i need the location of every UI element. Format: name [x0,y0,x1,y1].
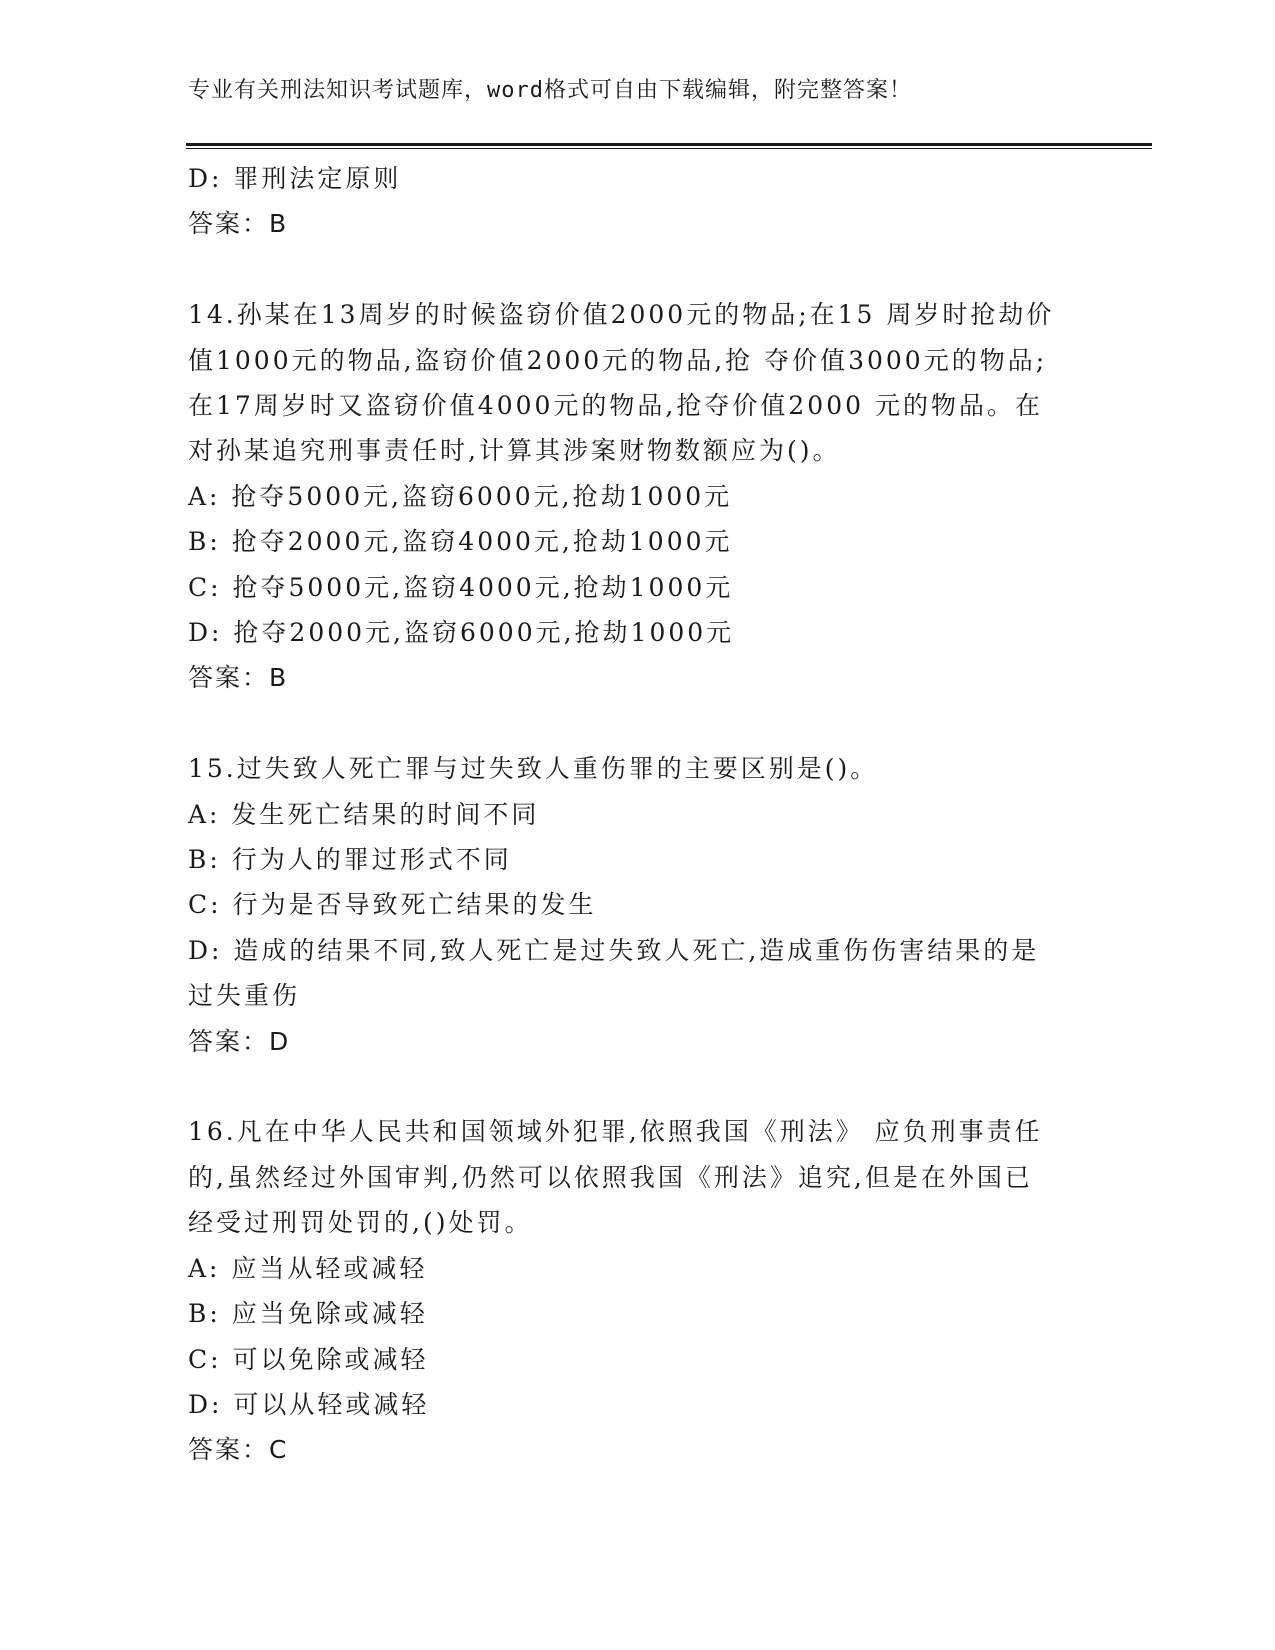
spacer [188,247,1088,292]
question-stem-line: 14.孙某在13周岁的时候盗窃价值2000元的物品;在15 周岁时抢劫价 [188,300,1055,330]
question-15 [188,746,1088,1064]
question-stem-line: 经受过刑罚处罚的,()处罚。 [188,1208,533,1238]
option-c: C: 可以免除或减轻 [188,1344,429,1374]
question-stem-line: 的,虽然经过外国审判,仍然可以依照我国《刑法》追究,但是在外国已 [188,1162,1033,1192]
option-d: D: 抢夺2000元,盗窃6000元,抢劫1000元 [188,618,735,648]
option-a: A: 抢夺5000元,盗窃6000元,抢劫1000元 [188,481,733,511]
option-c: C: 行为是否导致死亡结果的发生 [188,890,597,920]
question-stem-line: 值1000元的物品,盗窃价值2000元的物品,抢 夺价值3000元的物品; [188,345,1048,375]
spacer [188,701,1088,746]
option-b: B: 行为人的罪过形式不同 [188,845,512,875]
option-b: B: 应当免除或减轻 [188,1299,428,1329]
option-d-continuation: 过失重伤 [188,981,301,1011]
header-divider [186,143,1152,149]
option-a: A: 应当从轻或减轻 [188,1253,428,1283]
page-header: 专业有关刑法知识考试题库，word格式可自由下载编辑，附完整答案！ [188,78,912,103]
question-stem-line: 在17周岁时又盗窃价值4000元的物品,抢夺价值2000 元的物品。在 [188,391,1043,421]
question-13-tail [188,156,1088,247]
answer-line: 答案：B [188,209,289,239]
option-d: D: 造成的结果不同,致人死亡是过失致人死亡,造成重伤伤害结果的是 [188,935,1040,965]
question-14 [188,292,1088,701]
question-16 [188,1109,1088,1472]
option-a: A: 发生死亡结果的时间不同 [188,799,540,829]
answer-line: 答案：C [188,1435,289,1465]
option-b: B: 抢夺2000元,盗窃4000元,抢劫1000元 [188,527,733,557]
spacer [188,1064,1088,1109]
option-d: D: 罪刑法定原则 [188,164,402,193]
question-stem-line: 16.凡在中华人民共和国领域外犯罪,依照我国《刑法》 应负刑事责任 [188,1117,1043,1147]
answer-line: 答案：B [188,663,289,693]
option-d: D: 可以从轻或减轻 [188,1389,430,1419]
document-body [188,156,1088,1473]
question-stem-line: 对孙某追究刑事责任时,计算其涉案财物数额应为()。 [188,436,841,466]
question-stem-line: 15.过失致人死亡罪与过失致人重伤罪的主要区别是()。 [188,754,879,784]
answer-line: 答案：D [188,1026,291,1056]
option-c: C: 抢夺5000元,盗窃4000元,抢劫1000元 [188,572,734,602]
